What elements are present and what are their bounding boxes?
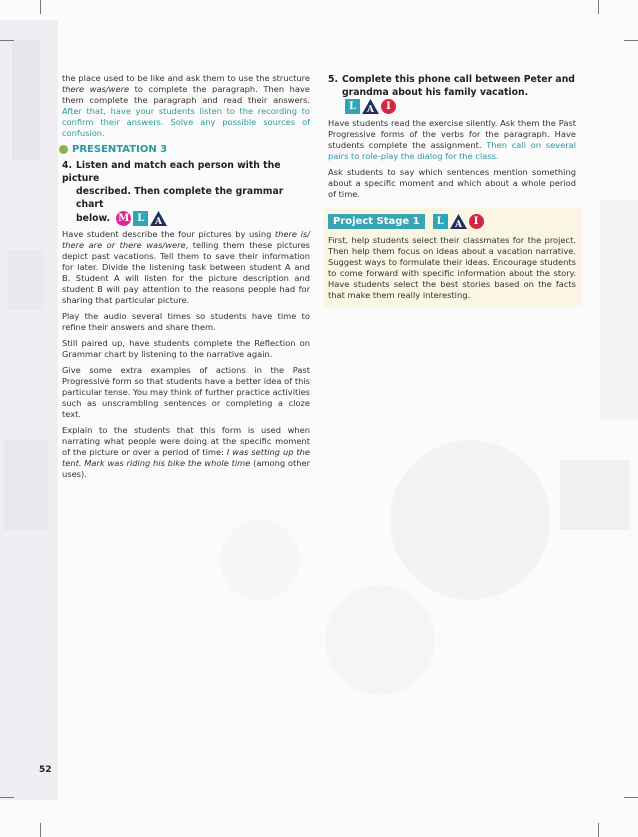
- l-badge-icon: L: [433, 214, 448, 229]
- exercise-4-heading: [62, 159, 310, 226]
- presentation-label: PRESENTATION 3: [72, 144, 168, 155]
- intro-paragraph: [62, 73, 310, 139]
- text-italic: I was setting up the tent. Mark was riding his bike the whole time: [62, 447, 310, 468]
- teal-instruction: After that, have your students listen to the recording to confirm their answers. Solve any possible sources of confusion.: [62, 106, 310, 138]
- page-number: 52: [39, 765, 52, 775]
- skill-badges: [345, 99, 396, 114]
- a-triangle-badge-icon: [450, 214, 467, 229]
- paragraph: Give some extra examples of actions in the Past Progressive form so that students have a better idea of this particular tense. You may think of further practice activities such as unscrambling sentences or completing a cloze text.: [62, 365, 310, 419]
- svg-text:A: A: [155, 217, 163, 226]
- paragraph: [328, 118, 576, 162]
- a-triangle-badge-icon: [362, 99, 379, 114]
- exercise-title: below.: [76, 213, 111, 224]
- svg-text:A: A: [454, 220, 462, 229]
- m-badge-icon: M: [118, 213, 130, 224]
- a-triangle-badge-icon: [150, 211, 167, 226]
- svg-text:A: A: [367, 105, 374, 114]
- i-badge-icon: I: [381, 99, 396, 114]
- left-column: [62, 73, 310, 485]
- crop-mark: [598, 823, 599, 837]
- exercise-title: grandma about his family vacation.: [342, 87, 529, 98]
- exercise-number: 4.: [62, 160, 73, 171]
- text: (among other uses).: [62, 458, 310, 479]
- right-column: [328, 73, 576, 307]
- skill-badges: [116, 211, 167, 226]
- text: the place used to be like and ask them to use the structure: [62, 73, 310, 83]
- project-paragraph: First, help students select their classmates for the project. Then help them focus on ideas about a vacation narrative. Suggest ways to formulate their ideas. Encourage students to come forward with specific information about the story. Have students select the best stories based on the facts that make them really interesting.: [328, 235, 576, 300]
- exercise-number: 5.: [328, 74, 339, 85]
- paragraph: Play the audio several times so students have time to refine their answers and share them.: [62, 311, 310, 332]
- crop-mark: [598, 0, 599, 14]
- paragraph: Ask students to say which sentences mention something about a specific moment and which about a whole period of time.: [328, 167, 576, 199]
- i-badge-icon: I: [469, 214, 484, 229]
- presentation-heading: [59, 144, 310, 155]
- crop-mark: [40, 0, 41, 14]
- text: Explain to the students that this form is used when narrating what people were doing at the specific moment of the picture or over a period of time:: [62, 425, 310, 457]
- crop-mark: [40, 823, 41, 837]
- text: Have students read the exercise silently. Ask them the Past Progressive forms of the verbs for the paragraph. Have students complete the assignment.: [328, 118, 576, 150]
- text: , telling them these pictures depict past vacations. Tell them to save their information for later. Divide the listening task between student A and B. Student A will listen for the picture description and student B will pay attention to the reasons people had for sharing that particular picture.: [62, 240, 311, 305]
- paragraph: [62, 229, 310, 306]
- teal-instruction: Then call on several pairs to role-play the dialog for the class.: [328, 140, 577, 161]
- l-badge-icon: L: [133, 211, 148, 226]
- text-italic: there was/were: [62, 84, 130, 94]
- text: Have student describe the four pictures by using: [62, 229, 275, 239]
- project-stage-label: Project Stage 1: [328, 214, 425, 229]
- crop-mark: [0, 797, 14, 798]
- project-stage-heading: [328, 214, 576, 229]
- green-dot-icon: [59, 145, 68, 154]
- exercise-title: Complete this phone call between Peter and: [342, 74, 575, 85]
- exercise-5-heading: [328, 73, 576, 114]
- text-italic: there is/ there are or there was/were: [62, 229, 310, 250]
- exercise-title: described. Then complete the grammar chart: [76, 186, 284, 210]
- text: to complete the paragraph. Then have them complete the paragraph and read their answers.: [62, 84, 310, 105]
- crop-mark: [624, 40, 638, 41]
- skill-badges: [433, 214, 484, 229]
- crop-mark: [0, 40, 14, 41]
- project-stage-box: [324, 208, 582, 307]
- exercise-title: Listen and match each person with the picture: [62, 160, 281, 184]
- l-badge-icon: L: [345, 99, 360, 114]
- paragraph: [62, 425, 310, 480]
- crop-mark: [624, 797, 638, 798]
- paragraph: Still paired up, have students complete the Reflection on Grammar chart by listening to the narrative again.: [62, 338, 310, 359]
